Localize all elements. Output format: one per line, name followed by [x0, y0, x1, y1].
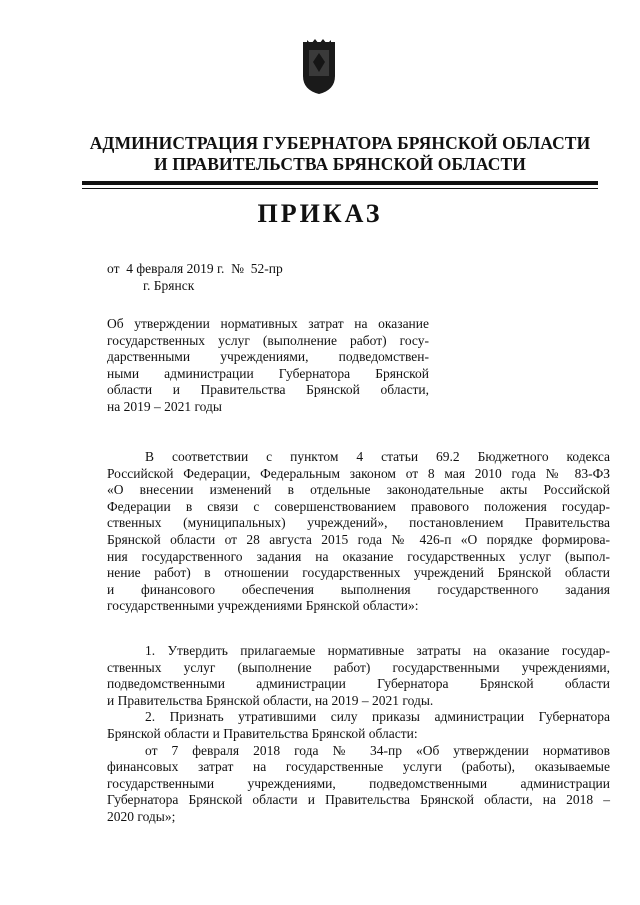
item-line: и Правительства Брянской области, на 2019 – 2021 годы. [107, 692, 434, 708]
item-line: государственными учреждениями, подведомственными администрации [107, 775, 610, 791]
subject-line: на 2019 – 2021 годы [107, 398, 222, 414]
preamble-line: нение работ) в отношении государственных учреждений Брянской области [107, 565, 610, 581]
item-line: от 7 февраля 2018 года № 34-пр «Об утверждении нормативов [145, 742, 610, 758]
item-line: 2. Признать утратившими силу приказы администрации Губернатора [145, 709, 610, 725]
header-rule-thin [82, 188, 598, 189]
item-line: 1. Утвердить прилагаемые нормативные затраты на оказание государ- [145, 643, 610, 658]
document-title: ПРИКАЗ [257, 199, 383, 228]
preamble-line: Брянской области от 28 августа 2015 года № 426-п «О порядке формирова- [107, 531, 610, 547]
preamble-line: Российской Федерации, Федеральным законом от 8 мая 2010 года № 83-ФЗ [107, 465, 610, 481]
document-subject [107, 316, 429, 415]
organization-name-line1: АДМИНИСТРАЦИЯ ГУБЕРНАТОРА БРЯНСКОЙ ОБЛАСТИ [89, 133, 591, 153]
preamble-line: «О внесении изменений в отдельные законодательные акты Российской [107, 482, 610, 498]
item-line: подведомственными администрации Губернатора Брянской области [107, 676, 610, 692]
item-line: 2020 годы»; [107, 808, 176, 824]
subject-line: государственных услуг (выполнение работ) госу- [107, 332, 429, 348]
preamble-line: и финансового обеспечения выполнения государственного задания [107, 581, 610, 597]
document-date-number: от 4 февраля 2019 г. № 52-пр [107, 261, 283, 276]
preamble-line: В соответствии с пунктом 4 статьи 69.2 Бюджетного кодекса [145, 449, 610, 464]
item-line: Губернатора Брянской области и Правительства Брянской области, на 2018 – [107, 792, 610, 808]
preamble-line: ния государственного задания на оказание государственных услуг (выпол- [107, 548, 610, 564]
header-rule-thick [82, 181, 598, 185]
subject-line: дарственными учреждениями, подведомствен- [107, 349, 429, 364]
preamble-line: ственных (муниципальных) учреждений», постановлением Правительства [107, 515, 610, 531]
order-items [107, 643, 610, 826]
document-city: г. Брянск [143, 278, 195, 293]
subject-line: Об утверждении нормативных затрат на оказание [107, 316, 429, 331]
preamble-line: государственными учреждениями Брянской области»: [107, 598, 419, 614]
organization-name-line2: И ПРАВИТЕЛЬСТВА БРЯНСКОЙ ОБЛАСТИ [154, 154, 526, 174]
item-line: ственных услуг (выполнение работ) государственными учреждениями, [107, 659, 610, 675]
subject-line: ными администрации Губернатора Брянской [107, 365, 429, 381]
preamble-paragraph [107, 449, 610, 615]
subject-line: области и Правительства Брянской области, [107, 382, 429, 397]
coat-of-arms-icon [300, 38, 338, 96]
preamble-line: Федерации в связи с совершенствованием правового положения государ- [107, 498, 610, 514]
item-line: Брянской области и Правительства Брянской области: [107, 725, 418, 741]
item-line: финансовых затрат на государственные услуги (работы), оказываемые [107, 759, 610, 775]
